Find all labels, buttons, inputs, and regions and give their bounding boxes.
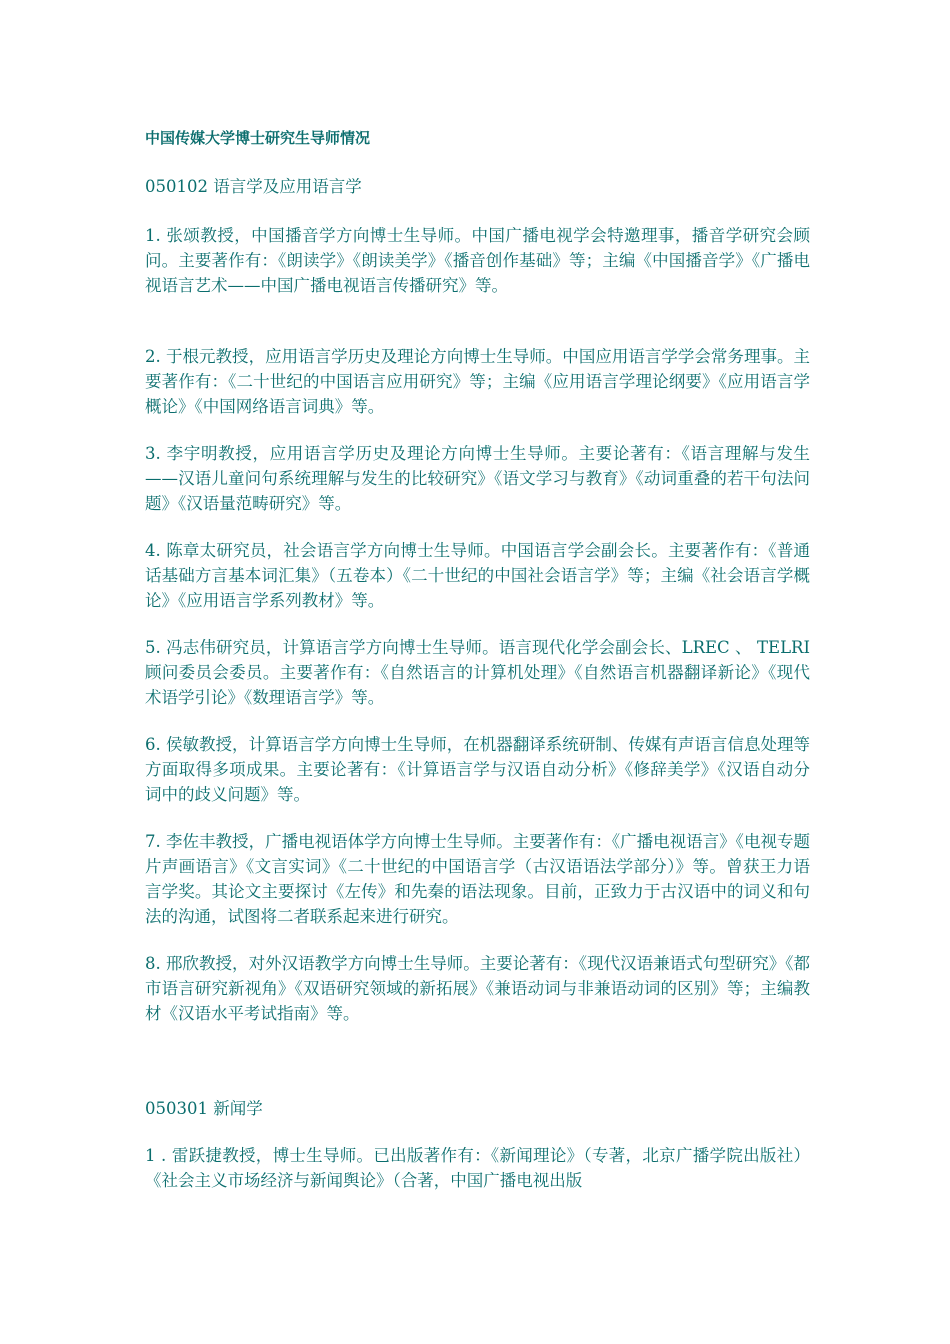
advisor-entry-5: 5. 冯志伟研究员，计算语言学方向博士生导师。语言现代化学会副会长、LREC 、 TELRI 顾问委员会委员。主要著作有：《自然语言的计算机处理》《自然语言机器翻译新论》《现代术语学引论》《数理语言学》等。 — [145, 638, 810, 707]
advisor-entry-7: 7. 李佐丰教授，广播电视语体学方向博士生导师。主要著作有：《广播电视语言》《电视专题片声画语言》《文言实词》《二十世纪的中国语言学（古汉语语法学部分）》等。曾获王力语言学奖。其论文主要探讨《左传》和先秦的语法现象。目前，正致力于古汉语中的词义和句法的沟通，试图将二者联系起来进行研究。 — [145, 832, 810, 926]
advisor-entry-1: 1. 张颂教授，中国播音学方向博士生导师。中国广播电视学会特邀理事，播音学研究会顾问。主要著作有：《朗读学》《朗读美学》《播音创作基础》等；主编《中国播音学》《广播电视语言艺术——中国广播电视语言传播研究》等。 — [145, 226, 810, 295]
advisor-entry-2: 2. 于根元教授，应用语言学历史及理论方向博士生导师。中国应用语言学学会常务理事。主要著作有：《二十世纪的中国语言应用研究》等；主编《应用语言学理论纲要》《应用语言学概论》《中国网络语言词典》等。 — [145, 347, 810, 416]
advisor-entry-6: 6. 侯敏教授，计算语言学方向博士生导师，在机器翻译系统研制、传媒有声语言信息处理等方面取得多项成果。主要论著有：《计算语言学与汉语自动分析》《修辞美学》《汉语自动分词中的歧义问题》等。 — [145, 735, 810, 804]
section-heading-journalism: 050301 新闻学 — [145, 1099, 263, 1118]
advisor-entry-4: 4. 陈章太研究员，社会语言学方向博士生导师。中国语言学会副会长。主要著作有：《普通话基础方言基本词汇集》（五卷本）《二十世纪的中国社会语言学》等；主编《社会语言学概论》《应用语言学系列教材》等。 — [145, 541, 810, 610]
advisor-entry-3: 3. 李宇明教授，应用语言学历史及理论方向博士生导师。主要论著有：《语言理解与发生——汉语儿童问句系统理解与发生的比较研究》《语文学习与教育》《动词重叠的若干句法问题》《汉语量范畴研究》等。 — [145, 444, 810, 513]
document-title: 中国传媒大学博士研究生导师情况 — [145, 129, 371, 147]
advisor-entry-journalism-1: 1 . 雷跃捷教授，博士生导师。已出版著作有：《新闻理论》（专著，北京广播学院出版社）《社会主义市场经济与新闻舆论》（合著，中国广播电视出版 — [145, 1146, 810, 1190]
advisor-entry-8: 8. 邢欣教授，对外汉语教学方向博士生导师。主要论著有：《现代汉语兼语式句型研究》《都市语言研究新视角》《双语研究领域的新拓展》《兼语动词与非兼语动词的区别》等；主编教材《汉语水平考试指南》等。 — [145, 954, 810, 1023]
section-heading-linguistics: 050102 语言学及应用语言学 — [145, 177, 362, 196]
document-body — [145, 127, 810, 1193]
